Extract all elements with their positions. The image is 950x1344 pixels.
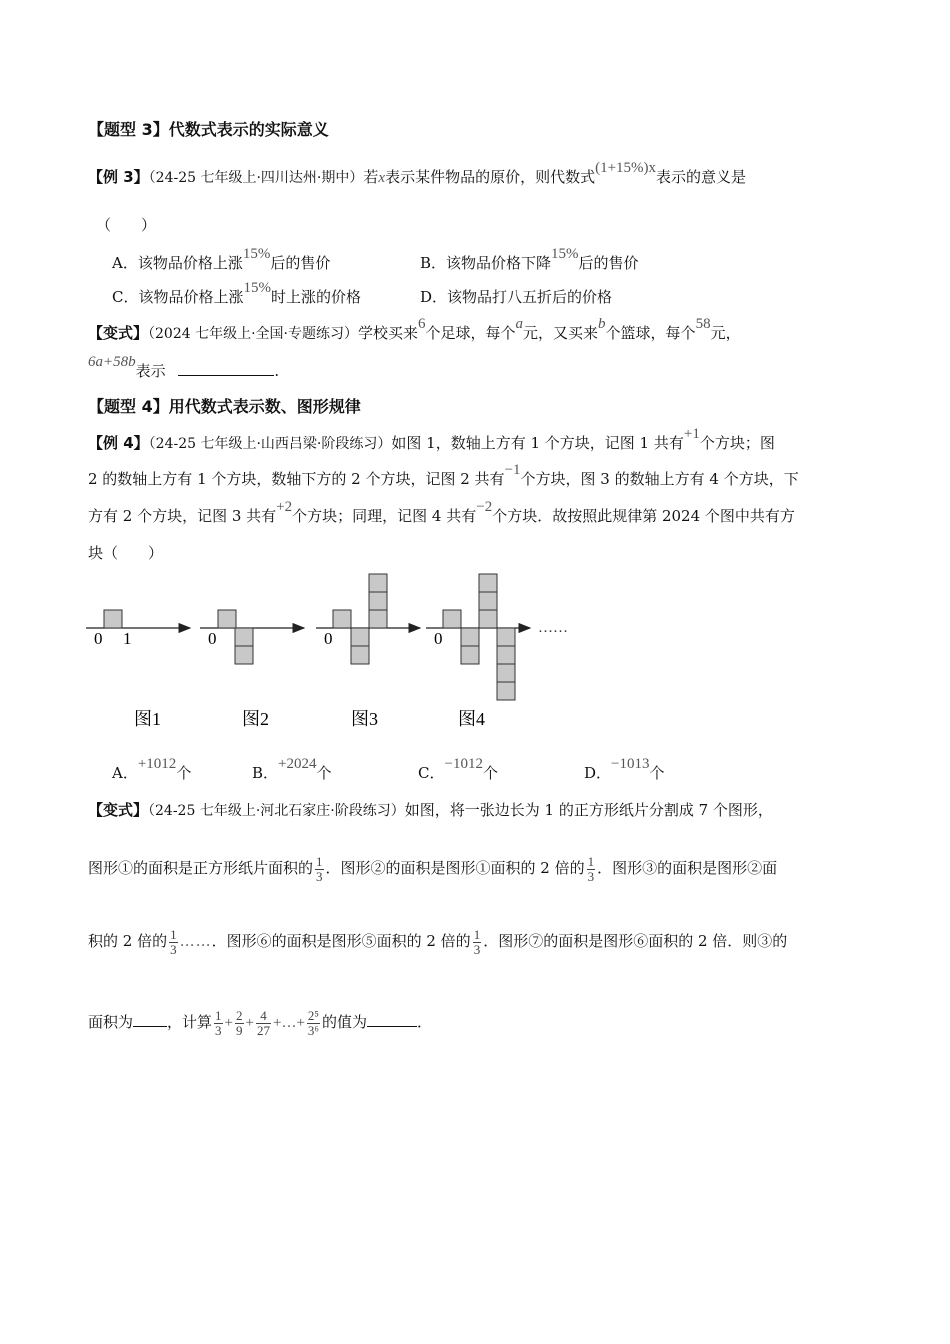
block-pattern-figure (80, 570, 600, 740)
block-above (369, 610, 387, 628)
ellipsis: …… (538, 620, 568, 636)
block-above (479, 592, 497, 610)
block-below (351, 628, 369, 646)
option-c[interactable]: C．−1012个 (418, 756, 498, 782)
fraction: $\frac{\text{2⁵}}{\text{3⁶}}$ (307, 1007, 319, 1038)
answer-blank[interactable] (133, 1012, 167, 1027)
one-label: 1 (123, 629, 132, 648)
fraction: $\frac{1}{3}$ (215, 1007, 222, 1038)
block-above (218, 610, 236, 628)
answer-blank[interactable] (367, 1012, 417, 1027)
block-below (497, 646, 515, 664)
zero-label: 0 (324, 629, 333, 648)
variant-4-line-1: 【变式】（24-25 七年级上·河北石家庄·阶段练习）如图，将一张边长为 1 的正方形纸片分割成 7 个图形， (88, 801, 773, 819)
source-tag: （24-25 七年级上·四川达州·期中） (148, 170, 364, 186)
source-tag: （24-25 七年级上·山西吕梁·阶段练习） (148, 436, 392, 452)
variant-3-line-1: 【变式】（2024 七年级上·全国·专题练习）学校买来6个足球，每个a元，又买来b个篮球，每个58元， (88, 316, 741, 342)
option-c[interactable]: C．该物品价格上涨15%时上涨的价格 (112, 280, 362, 306)
math-expression: 6a+58b (88, 354, 136, 370)
option-b[interactable]: B．该物品价格下降15%后的售价 (420, 246, 639, 272)
block-below (235, 646, 253, 664)
section-heading-4: 【题型 4】用代数式表示数、图形规律 (88, 397, 361, 416)
option-d[interactable]: D．−1013个 (584, 756, 665, 782)
example-3-stem: 【例 3】（24-25 七年级上·四川达州·期中）若x表示某件物品的原价，则代数式(1+15%)x表示的意义是 (88, 160, 747, 186)
block-above (479, 574, 497, 592)
caption-fig-1: 图1 (134, 709, 161, 729)
example-4-line-4: 块（ ） (88, 544, 164, 562)
fraction: $\frac{1}{3}$ (473, 926, 481, 957)
block-above (104, 610, 122, 628)
example-4-line-2: 2 的数轴上方有 1 个方块，数轴下方的 2 个方块，记图 2 共有−1个方块，图 3 的数轴上方有 4 个方块，下 (88, 462, 799, 488)
variant-label: 【变式】 (88, 324, 149, 342)
block-above (369, 574, 387, 592)
block-below (497, 628, 515, 646)
block-below (235, 628, 253, 646)
math-expression: (1+15%)x (595, 160, 657, 176)
fraction: $\frac{1}{3}$ (170, 926, 177, 957)
block-above (369, 592, 387, 610)
block-below (497, 664, 515, 682)
block-below (497, 682, 515, 700)
option-d[interactable]: D．该物品打八五折后的价格 (420, 288, 613, 306)
source-tag: （24-25 七年级上·河北石家庄·阶段练习） (148, 803, 405, 819)
example-label: 【例 4】 (88, 434, 149, 452)
variant-4-line-3: 积的 2 倍的 $\frac{1}{3}$ ……．图形⑥的面积是图形⑤面积的 2 倍的 $\frac{1}{3}$ ．图形⑦的面积是图形⑥面积的 2 倍．则③的 (88, 926, 788, 957)
variant-3-line-2: 6a+58b表示 . (88, 354, 280, 380)
zero-label: 0 (434, 629, 443, 648)
fraction: $\frac{1}{3}$ (587, 853, 595, 884)
section-heading-3: 【题型 3】代数式表示的实际意义 (88, 120, 329, 139)
option-a[interactable]: A．+1012个 (112, 756, 192, 782)
option-b[interactable]: B．+2024个 (252, 756, 332, 782)
block-below (351, 646, 369, 664)
zero-label: 0 (208, 629, 217, 648)
caption-fig-4: 图4 (458, 709, 485, 729)
example-4-line-3: 方有 2 个方块，记图 3 共有+2个方块；同理，记图 4 共有−2个方块．故按照此规律第 2024 个图中共有方 (88, 499, 795, 525)
fraction: $\frac{2}{9}$ (236, 1007, 243, 1038)
variant-4-line-4: 面积为 ，计算 $\frac{1}{3}$ + $\frac{2}{9}$ + $\frac{4}{27}$ +…+ $\frac{\text{2⁵}}{\text{3⁶}}$ 的值为 ． (88, 1007, 432, 1038)
block-above (443, 610, 461, 628)
variant-4-line-2: 图形①的面积是正方形纸片面积的 $\frac{1}{3}$ ．图形②的面积是图形①面积的 2 倍的 $\frac{1}{3}$ ．图形③的面积是图形②面 (88, 853, 778, 884)
caption-fig-2: 图2 (242, 709, 269, 729)
example-4-line-1: 【例 4】（24-25 七年级上·山西吕梁·阶段练习）如图 1，数轴上方有 1 个方块，记图 1 共有+1个方块；图 (88, 426, 775, 452)
block-below (461, 628, 479, 646)
block-above (479, 610, 497, 628)
fraction: $\frac{1}{3}$ (316, 853, 323, 884)
answer-paren: （ ） (96, 216, 157, 234)
zero-label: 0 (94, 629, 103, 648)
answer-blank[interactable] (178, 361, 274, 376)
option-a[interactable]: A．该物品价格上涨15%后的售价 (112, 246, 331, 272)
caption-fig-3: 图3 (351, 709, 378, 729)
example-label: 【例 3】 (88, 168, 149, 186)
variant-label: 【变式】 (88, 801, 149, 819)
fraction: $\frac{4}{27}$ (256, 1007, 270, 1038)
block-above (333, 610, 351, 628)
block-below (461, 646, 479, 664)
source-tag: （2024 七年级上·全国·专题练习） (148, 326, 358, 342)
